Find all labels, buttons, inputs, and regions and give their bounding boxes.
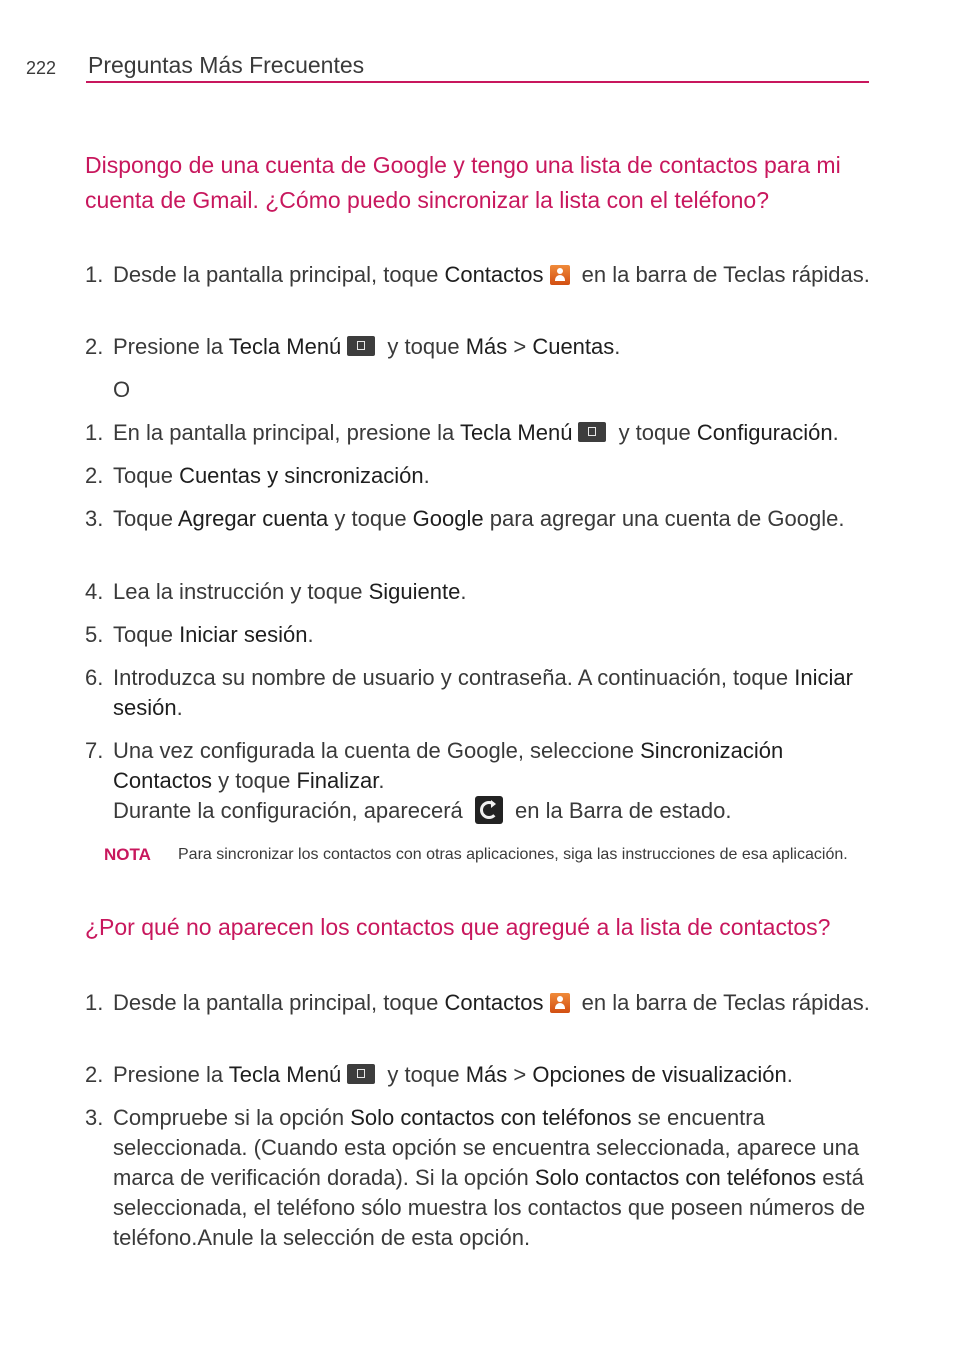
contacts-icon xyxy=(550,993,570,1013)
step-number: 2. xyxy=(85,463,104,488)
step-text: . xyxy=(423,463,430,488)
note-text: Para sincronizar los contactos con otras aplicaciones, siga las instrucciones de esa aplicación. xyxy=(178,846,848,863)
step-keyword: Siguiente xyxy=(368,579,461,604)
page-number: 222 xyxy=(26,58,57,78)
step-text: y toque xyxy=(381,1062,466,1087)
step-text: en la barra de Teclas rápidas. xyxy=(575,262,870,287)
list-item xyxy=(85,663,875,723)
step-text: para agregar una cuenta de Google. xyxy=(483,506,845,531)
step-keyword: Configuración xyxy=(696,420,833,445)
step-text: y toque xyxy=(212,768,297,793)
step-keyword: Tecla Menú xyxy=(228,334,342,359)
step-number: 4. xyxy=(85,579,104,604)
or-separator xyxy=(85,375,875,405)
list-item xyxy=(85,988,875,1018)
step-text: . xyxy=(786,1062,793,1087)
step-keyword: Opciones de visualización xyxy=(532,1062,787,1087)
step-text: y toque xyxy=(612,420,697,445)
step-number: 1. xyxy=(85,420,104,445)
note-label: NOTA xyxy=(104,845,151,864)
step-keyword: Iniciar sesión xyxy=(179,622,308,647)
step-text: Toque xyxy=(113,622,180,647)
step-text: en la Barra de estado. xyxy=(508,798,732,823)
step-keyword: Finalizar xyxy=(296,768,379,793)
menu-key-icon xyxy=(578,422,606,442)
step-keyword: Solo contactos con teléfonos xyxy=(350,1105,632,1130)
step-text: . xyxy=(460,579,467,604)
step-text: . xyxy=(614,334,621,359)
contacts-icon xyxy=(550,265,570,285)
section1-heading: Dispongo de una cuenta de Google y tengo una lista de contactos para mi cuenta de Gmail. ¿Cómo puedo sincronizar la lista con el teléfono? xyxy=(85,152,841,213)
page-header xyxy=(26,52,869,82)
step-keyword: Tecla Menú xyxy=(228,1062,342,1087)
step-number: 3. xyxy=(85,1105,104,1130)
step-text: Introduzca su nombre de usuario y contraseña. A continuación, toque xyxy=(113,665,795,690)
step-number: 7. xyxy=(85,738,104,763)
step-text: se encuentra seleccionada. (Cuando esta opción se encuentra seleccionada, aparece una marca de verificación dorada). Si la opción xyxy=(113,1105,860,1190)
step-keyword: Contactos xyxy=(444,990,544,1015)
step-text: Toque xyxy=(113,463,180,488)
step-text: Durante la configuración, aparecerá xyxy=(113,798,469,823)
step-keyword: Contactos xyxy=(444,262,544,287)
header-divider xyxy=(86,81,869,83)
step-text: . xyxy=(832,420,839,445)
sync-icon xyxy=(475,796,503,824)
list-item xyxy=(85,620,875,650)
step-keyword: Más xyxy=(465,334,508,359)
step-text: Desde la pantalla principal, toque xyxy=(113,990,445,1015)
or-text: O xyxy=(113,377,131,402)
step-number: 3. xyxy=(85,506,104,531)
step-keyword: Solo contactos con teléfonos xyxy=(534,1165,817,1190)
step-keyword: Cuentas xyxy=(532,334,615,359)
page-title: Preguntas Más Frecuentes xyxy=(88,52,365,78)
step-number: 1. xyxy=(85,990,104,1015)
list-item xyxy=(85,1103,875,1253)
step-number: 2. xyxy=(85,334,104,359)
step-text: en la barra de Teclas rápidas. xyxy=(575,990,870,1015)
step-number: 6. xyxy=(85,665,104,690)
step-number: 2. xyxy=(85,1062,104,1087)
step-keyword: Sincronización Contactos xyxy=(113,738,784,793)
list-item xyxy=(85,461,875,491)
step-text: . xyxy=(307,622,314,647)
section2-heading: ¿Por qué no aparecen los contactos que agregué a la lista de contactos? xyxy=(85,914,831,940)
list-item xyxy=(85,577,875,607)
step-text: > xyxy=(507,334,533,359)
step-text: está seleccionada, el teléfono sólo muestra los contactos que poseen números de teléfono.Anule la selección de esta opción. xyxy=(113,1165,866,1250)
step-keyword: Google xyxy=(412,506,484,531)
step-number: 1. xyxy=(85,262,104,287)
list-item xyxy=(85,736,875,826)
step-number: 5. xyxy=(85,622,104,647)
step-text: Compruebe si la opción xyxy=(113,1105,351,1130)
step-text: Presione la xyxy=(113,1062,229,1087)
step-text: Toque xyxy=(113,506,178,531)
step-text: . xyxy=(378,768,385,793)
list-item xyxy=(85,260,875,290)
step-keyword: Cuentas y sincronización xyxy=(179,463,424,488)
menu-key-icon xyxy=(347,336,375,356)
step-text: y toque xyxy=(381,334,466,359)
menu-key-icon xyxy=(347,1064,375,1084)
step-text: Lea la instrucción y toque xyxy=(113,579,369,604)
step-text: . xyxy=(176,695,183,720)
step-keyword: Iniciar sesión xyxy=(113,665,853,720)
step-text: Desde la pantalla principal, toque xyxy=(113,262,445,287)
step-text: > xyxy=(507,1062,533,1087)
step-keyword: Más xyxy=(465,1062,508,1087)
list-item xyxy=(85,418,875,448)
step-keyword: Tecla Menú xyxy=(459,420,573,445)
step-text: Presione la xyxy=(113,334,229,359)
list-item xyxy=(85,504,875,534)
step-text: En la pantalla principal, presione la xyxy=(113,420,460,445)
list-item xyxy=(85,1060,875,1090)
step-text: Una vez configurada la cuenta de Google, seleccione xyxy=(113,738,641,763)
list-item xyxy=(85,332,875,362)
step-keyword: Agregar cuenta xyxy=(177,506,329,531)
step-text: y toque xyxy=(328,506,413,531)
